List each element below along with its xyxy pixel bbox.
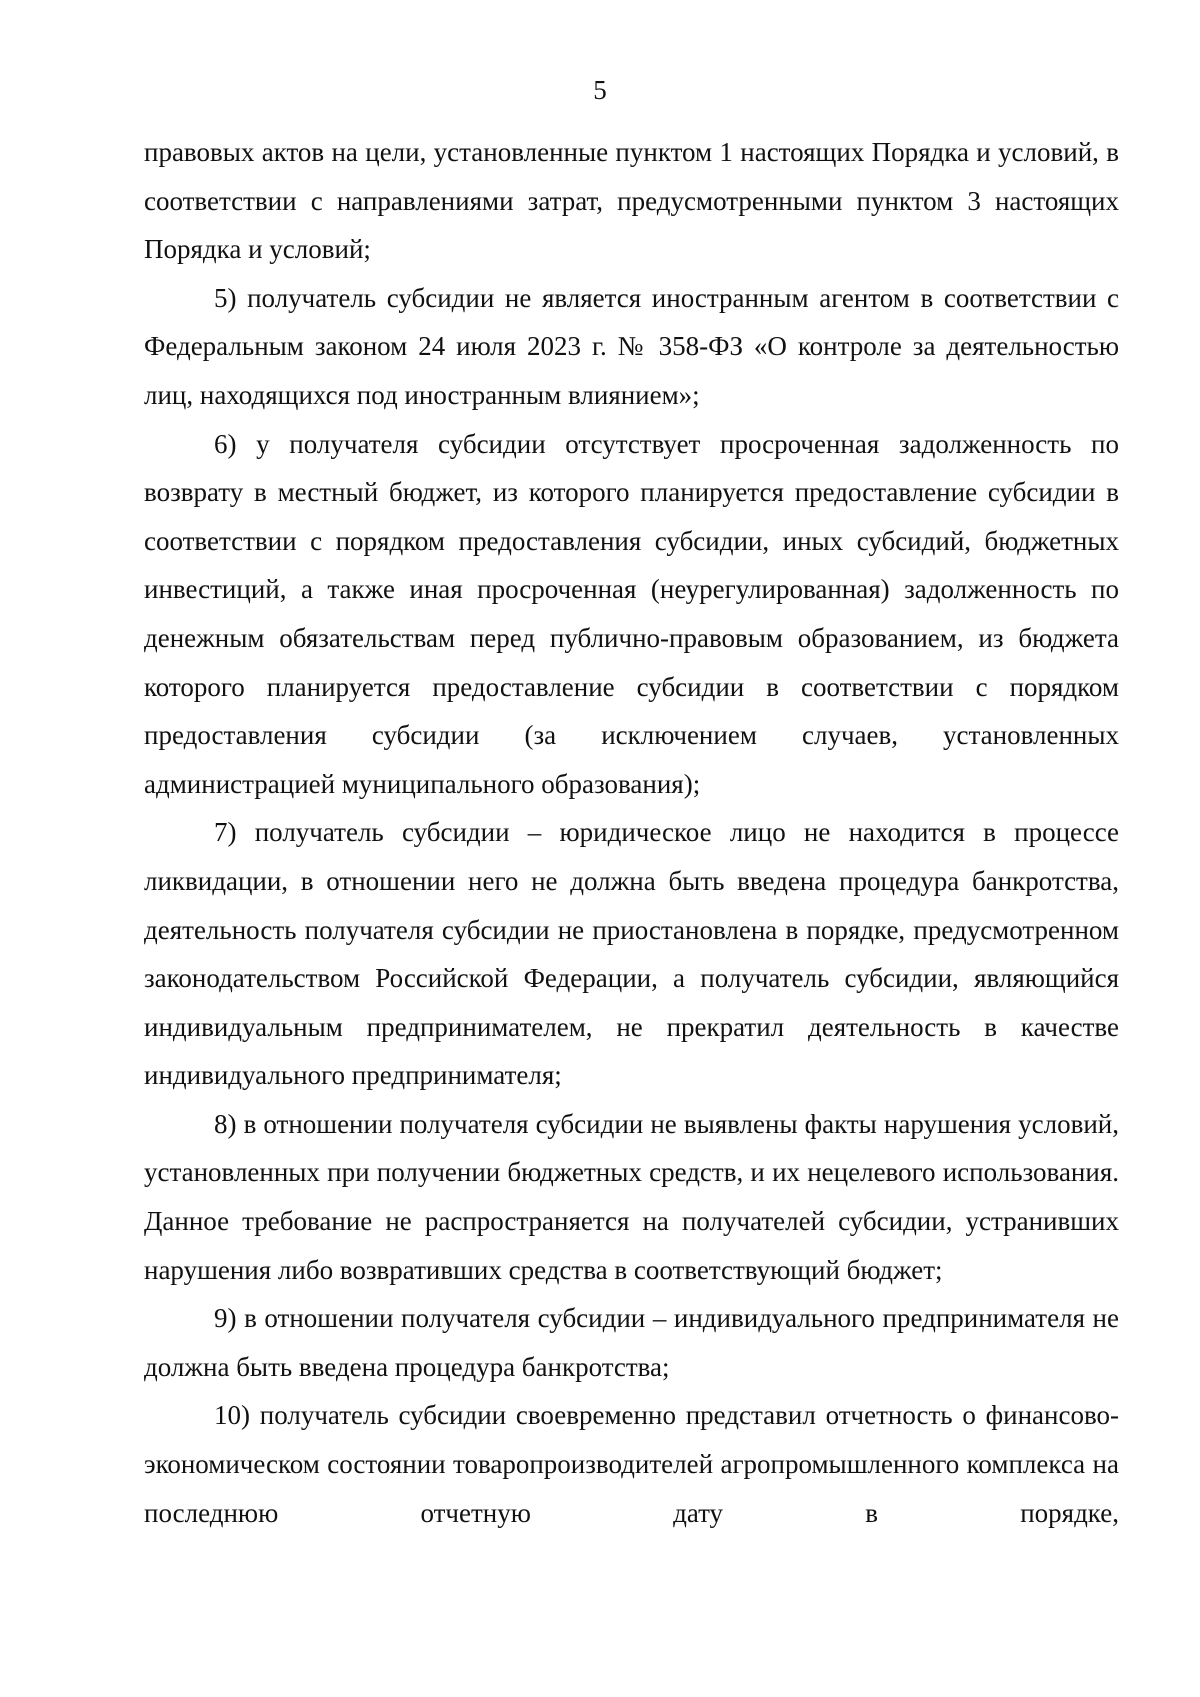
paragraph-continuation: правовых актов на цели, установленные пунктом 1 настоящих Порядка и условий, в соответствии с направлениями затрат, предусмотренными пунктом 3 настоящих Порядка и условий; <box>144 137 1119 265</box>
paragraph-item-9: 9) в отношении получателя субсидии – индивидуального предпринимателя не должна быть введена процедура банкротства; <box>144 1303 1119 1382</box>
document-body <box>144 128 1119 1537</box>
page-number: 5 <box>593 75 607 105</box>
paragraph-item-7: 7) получатель субсидии – юридическое лицо не находится в процессе ликвидации, в отношении него не должна быть введена процедура банкротства, деятельность получателя субсидии не приостановлена в порядке, предусмотренном законодательством Российской Федерации, а получатель субсидии, являющийся индивидуальным предпринимателем, не прекратил деятельность в качестве индивидуального предпринимателя; <box>144 817 1119 1091</box>
paragraph-item-10: 10) получатель субсидии своевременно представил отчетность о финансово-экономическом состоянии товаропроизводителей агропромышленного комплекса на последнюю отчетную дату в порядке, <box>144 1400 1119 1528</box>
paragraph-item-6: 6) у получателя субсидии отсутствует просроченная задолженность по возврату в местный бюджет, из которого планируется предоставление субсидии в соответствии с порядком предоставления субсидии, иных субсидий, бюджетных инвестиций, а также иная просроченная (неурегулированная) задолженность по денежным обязательствам перед публично-правовым образованием, из бюджета которого планируется предоставление субсидии в соответствии с порядком предоставления субсидии (за исключением случаев, установленных администрацией муниципального образования); <box>144 428 1119 799</box>
paragraph-item-8: 8) в отношении получателя субсидии не выявлены факты нарушения условий, установленных при получении бюджетных средств, и их нецелевого использования. Данное требование не распространяется на получателей субсидии, устранивших нарушения либо возвративших средства в соответствующий бюджет; <box>144 1108 1119 1285</box>
paragraph-item-5: 5) получатель субсидии не является иностранным агентом в соответствии с Федеральным законом 24 июля 2023 г. № 358-ФЗ «О контроле за деятельностью лиц, находящихся под иностранным влиянием»; <box>144 282 1119 410</box>
